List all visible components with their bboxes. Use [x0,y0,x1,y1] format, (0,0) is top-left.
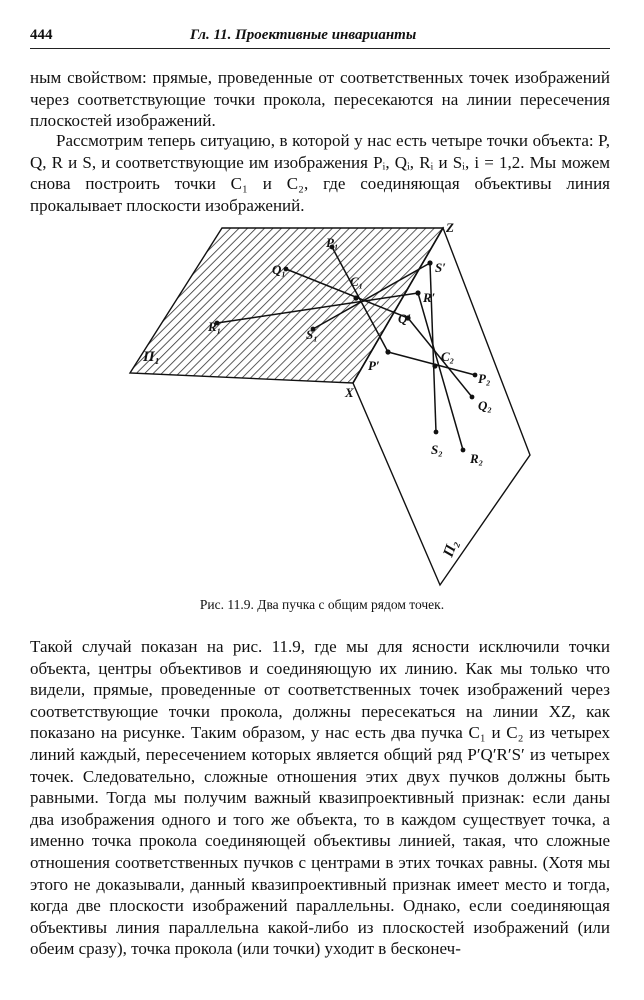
label-p1: P₁ [326,235,339,250]
point-r2 [461,448,466,453]
label-r2: R₂ [470,451,484,466]
figure-caption: Рис. 11.9. Два пучка с общим рядом точек. [199,597,445,612]
label-q2: Q₂ [478,398,492,413]
page-number: 444 [30,27,53,43]
point-s2 [434,430,439,435]
label-s2: S₂ [431,442,443,457]
label-c1: C₁ [350,274,364,289]
paragraph-intro: ным свойством: прямые, проведенные от соответственных точек изображений через соответствующие точки прокола, пересекаются на линии пересечения плоскостей изображений. [30,68,610,131]
label-r-prime: R′ [423,290,436,305]
paragraph-second: Рассмотрим теперь ситуацию, в которой у нас есть четыре точки объекта: P, Q, R и S, и соответствующие им изображения Pᵢ, Qᵢ, Rᵢ и Sᵢ, i = 1,2. Мы можем снова построить точки C₁ и C₂, где соединяющая объективы линия прокалывает плоскости изображений. [30,131,610,215]
point-c2 [432,363,437,368]
paragraph-body: Такой случай показан на рис. 11.9, где мы для ясности исключили точки объекта, центры объективов и соединяющую их линию. Как мы только что видели, прямые, проведенные от соответственных точек изображений через соответствующие точки прокола, должны пересекаться на линии XZ, как показано на рисунке. Таким образом, у нас есть два пучка C₁ и C₂ из четырех линий каждый, пересечением которых является общий ряд P′Q′R′S′ из четырех точек. Следовательно, сложные отношения этих двух пучков должны быть равными. Тогда мы получим важный квазипроективный признак: если даны два изображения одного и того же объекта, то в каждом существует точка, а именно точка прокола соединяющей объективы линией, такая, что сложные отношения соответственных пучков с центрами в этих точках равны. (Хотя мы этого не доказывали, данный квазипроективный признак имеет место и тогда, когда две плоскости изображений параллельны. Однако, если соединяющая объективы линия параллельна какой-либо из плоскостей изображений (или обеим сразу), точка прокола (или точки) уходит в бесконеч- [30,637,610,959]
label-p-prime: P′ [368,358,380,373]
point-s-prime [427,260,432,265]
header-rule [30,48,610,49]
label-r1: R₁ [208,319,222,334]
figure-diagram [0,210,644,595]
point-c1 [353,295,358,300]
label-x: X [345,385,354,400]
figure-11-9 [0,210,644,595]
label-s-prime: S′ [435,260,446,275]
point-p2 [473,373,478,378]
point-r-prime [415,290,420,295]
point-p-prime [385,349,390,354]
point-q2 [470,395,475,400]
label-pi1: Π₁ [143,349,160,365]
label-q-prime: Q′ [398,311,412,326]
page-header [30,27,610,49]
label-c2: C₂ [441,349,455,364]
label-z: Z [446,220,454,235]
label-q1: Q₁ [272,262,286,277]
running-title: Гл. 11. Проективные инварианты [190,27,417,43]
label-s1: S₁ [306,327,318,342]
label-p2: P₂ [478,371,491,386]
label-pi2: Π₂ [440,537,462,560]
